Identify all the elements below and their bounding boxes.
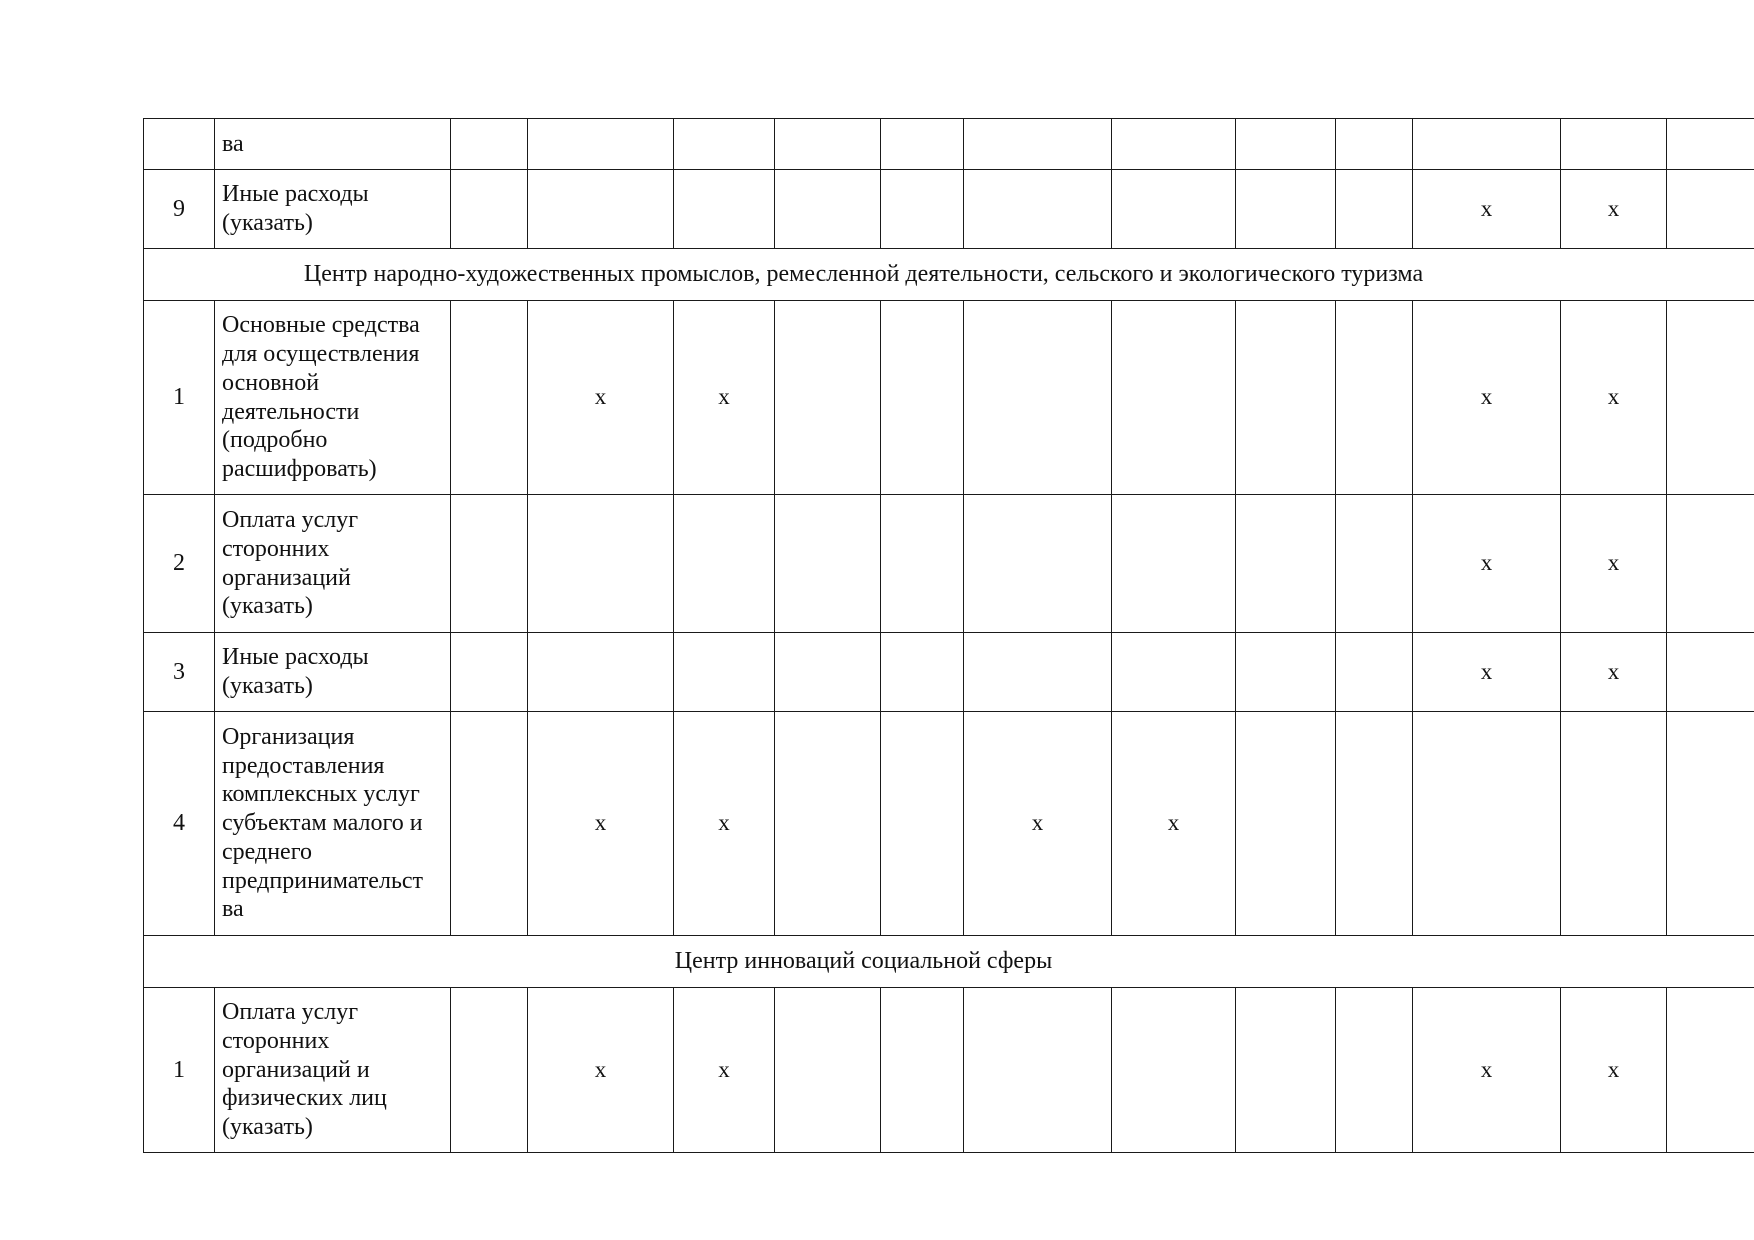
table-cell bbox=[1667, 301, 1754, 495]
table-cell bbox=[881, 119, 964, 170]
row-name-line: деятельности bbox=[222, 398, 360, 425]
table-cell bbox=[451, 170, 528, 249]
x-mark-cell bbox=[1561, 633, 1667, 712]
x-mark-cell bbox=[674, 988, 775, 1153]
x-mark: х bbox=[1480, 384, 1493, 410]
table-cell bbox=[964, 119, 1112, 170]
table-cell bbox=[964, 301, 1112, 495]
table-row bbox=[144, 301, 1754, 495]
table-row bbox=[144, 495, 1754, 633]
table-cell bbox=[1112, 119, 1236, 170]
table-cell bbox=[964, 495, 1112, 633]
table-row bbox=[144, 170, 1754, 249]
row-name-line: (указать) bbox=[222, 673, 313, 699]
row-name-line: предоставления bbox=[222, 752, 385, 779]
row-name-line: субъектам малого и bbox=[222, 810, 423, 837]
x-mark: х bbox=[1607, 550, 1620, 576]
table-cell bbox=[1336, 495, 1413, 633]
x-mark-cell bbox=[1413, 170, 1561, 249]
row-name-line: Организация bbox=[222, 724, 355, 751]
table-cell bbox=[451, 495, 528, 633]
table-cell bbox=[451, 988, 528, 1153]
row-number: 1 bbox=[144, 301, 215, 495]
row-number: 4 bbox=[144, 712, 215, 936]
row-name-line: Основные средства bbox=[222, 312, 420, 339]
row-name bbox=[215, 301, 451, 495]
x-mark-cell bbox=[674, 301, 775, 495]
row-name bbox=[215, 119, 451, 170]
table-row bbox=[144, 712, 1754, 936]
table-cell bbox=[775, 712, 881, 936]
table-cell bbox=[1112, 988, 1236, 1153]
table-row bbox=[144, 988, 1754, 1153]
row-name bbox=[215, 170, 451, 249]
row-name bbox=[215, 988, 451, 1153]
row-name-line: организаций и bbox=[222, 1056, 370, 1083]
row-name-line: ва bbox=[222, 896, 244, 923]
table-cell bbox=[1413, 119, 1561, 170]
table-cell bbox=[1336, 633, 1413, 712]
row-name-line: (подробно bbox=[222, 427, 328, 454]
table-cell bbox=[451, 633, 528, 712]
row-number: 9 bbox=[144, 170, 215, 249]
table-cell bbox=[964, 988, 1112, 1153]
table-cell bbox=[1667, 170, 1754, 249]
x-mark-cell bbox=[1561, 495, 1667, 633]
table-cell bbox=[1236, 119, 1336, 170]
x-mark-cell bbox=[1413, 301, 1561, 495]
table-cell bbox=[1667, 495, 1754, 633]
table-cell bbox=[1236, 495, 1336, 633]
x-mark-cell bbox=[674, 712, 775, 936]
row-name-text: ва bbox=[222, 130, 244, 157]
table-cell bbox=[1112, 170, 1236, 249]
row-name-line: (указать) bbox=[222, 210, 313, 236]
x-mark-cell bbox=[528, 301, 674, 495]
x-mark-cell bbox=[1561, 301, 1667, 495]
table-cell bbox=[1336, 712, 1413, 936]
row-name-line: физических лиц bbox=[222, 1085, 387, 1112]
table-cell bbox=[451, 301, 528, 495]
x-mark-cell bbox=[1413, 633, 1561, 712]
table-cell bbox=[1561, 119, 1667, 170]
x-mark-cell bbox=[528, 712, 674, 936]
table-cell bbox=[1413, 712, 1561, 936]
x-mark: х bbox=[718, 1056, 730, 1082]
table-cell bbox=[1236, 712, 1336, 936]
x-mark: х bbox=[1167, 810, 1180, 836]
section-header-row bbox=[144, 249, 1754, 301]
table-cell bbox=[528, 119, 674, 170]
x-mark: х bbox=[594, 810, 607, 836]
section-title: Центр народно-художественных промыслов, ремесленной деятельности, сельского и экологического туризма bbox=[144, 249, 1754, 301]
table-cell bbox=[1236, 301, 1336, 495]
table-cell bbox=[775, 301, 881, 495]
table-cell bbox=[775, 495, 881, 633]
table-cell bbox=[1112, 495, 1236, 633]
row-name-line: Оплата услуг bbox=[222, 999, 359, 1026]
table-cell bbox=[1336, 301, 1413, 495]
table-cell bbox=[964, 170, 1112, 249]
section-title: Центр инноваций социальной сферы bbox=[144, 936, 1754, 988]
table-cell bbox=[964, 633, 1112, 712]
row-name-line: (указать) bbox=[222, 1114, 313, 1141]
section-header-row bbox=[144, 936, 1754, 988]
row-name-line: предпринимательст bbox=[222, 867, 424, 894]
x-mark: х bbox=[1480, 1056, 1493, 1082]
row-name-line: организаций bbox=[222, 564, 351, 591]
row-number: 1 bbox=[144, 988, 215, 1153]
x-mark: х bbox=[594, 1056, 607, 1082]
table-cell bbox=[775, 988, 881, 1153]
table-cell bbox=[528, 495, 674, 633]
x-mark-cell bbox=[964, 712, 1112, 936]
table-cell bbox=[881, 495, 964, 633]
x-mark: х bbox=[1607, 658, 1620, 684]
expense-table bbox=[143, 118, 1754, 1153]
row-name-line: расшифровать) bbox=[222, 455, 377, 482]
row-name bbox=[215, 712, 451, 936]
table-cell bbox=[881, 988, 964, 1153]
table-cell bbox=[528, 170, 674, 249]
row-name-line: для осуществления bbox=[222, 341, 420, 368]
table-row bbox=[144, 119, 1754, 170]
x-mark: х bbox=[1480, 658, 1493, 684]
table-cell bbox=[775, 170, 881, 249]
table-cell bbox=[775, 119, 881, 170]
x-mark: х bbox=[1607, 195, 1620, 221]
table-cell bbox=[1667, 119, 1754, 170]
table-cell bbox=[1667, 633, 1754, 712]
table-cell bbox=[881, 633, 964, 712]
table-cell bbox=[1667, 712, 1754, 936]
table-cell bbox=[674, 495, 775, 633]
row-name-line: сторонних bbox=[222, 535, 330, 562]
x-mark-cell bbox=[1413, 988, 1561, 1153]
table-cell bbox=[881, 712, 964, 936]
row-name-line: комплексных услуг bbox=[222, 781, 420, 808]
x-mark: х bbox=[1480, 195, 1493, 221]
table-cell bbox=[451, 119, 528, 170]
table-cell bbox=[1336, 119, 1413, 170]
row-name-line: (указать) bbox=[222, 593, 313, 620]
table-cell bbox=[1112, 633, 1236, 712]
x-mark-cell bbox=[1413, 495, 1561, 633]
table-cell bbox=[1561, 712, 1667, 936]
table-cell bbox=[1667, 988, 1754, 1153]
table-cell bbox=[1336, 170, 1413, 249]
row-number: 3 bbox=[144, 633, 215, 712]
x-mark: х bbox=[1607, 1056, 1620, 1082]
x-mark-cell bbox=[528, 988, 674, 1153]
x-mark-cell bbox=[1112, 712, 1236, 936]
x-mark: х bbox=[718, 384, 730, 410]
row-name-line: Иные расходы bbox=[222, 181, 369, 208]
x-mark: х bbox=[1480, 550, 1493, 576]
row-name bbox=[215, 633, 451, 712]
table-cell bbox=[1336, 988, 1413, 1153]
table-cell bbox=[674, 170, 775, 249]
row-number bbox=[144, 119, 215, 170]
x-mark: х bbox=[1607, 384, 1620, 410]
x-mark-cell bbox=[1561, 170, 1667, 249]
table-cell bbox=[528, 633, 674, 712]
table-cell bbox=[674, 119, 775, 170]
x-mark: х bbox=[594, 384, 607, 410]
table-cell bbox=[775, 633, 881, 712]
row-number: 2 bbox=[144, 495, 215, 633]
table-cell bbox=[451, 712, 528, 936]
x-mark: х bbox=[718, 810, 730, 836]
table-cell bbox=[1112, 301, 1236, 495]
table-cell bbox=[1236, 988, 1336, 1153]
table-cell bbox=[881, 301, 964, 495]
x-mark: х bbox=[1031, 810, 1044, 836]
table-cell bbox=[1236, 170, 1336, 249]
row-name bbox=[215, 495, 451, 633]
table-cell bbox=[1236, 633, 1336, 712]
table-row bbox=[144, 633, 1754, 712]
table-cell bbox=[881, 170, 964, 249]
row-name-line: Иные расходы bbox=[222, 644, 369, 671]
x-mark-cell bbox=[1561, 988, 1667, 1153]
table-cell bbox=[674, 633, 775, 712]
row-name-line: среднего bbox=[222, 838, 312, 865]
row-name-line: Оплата услуг bbox=[222, 507, 359, 534]
row-name-line: сторонних bbox=[222, 1027, 330, 1054]
row-name-line: основной bbox=[222, 369, 320, 396]
